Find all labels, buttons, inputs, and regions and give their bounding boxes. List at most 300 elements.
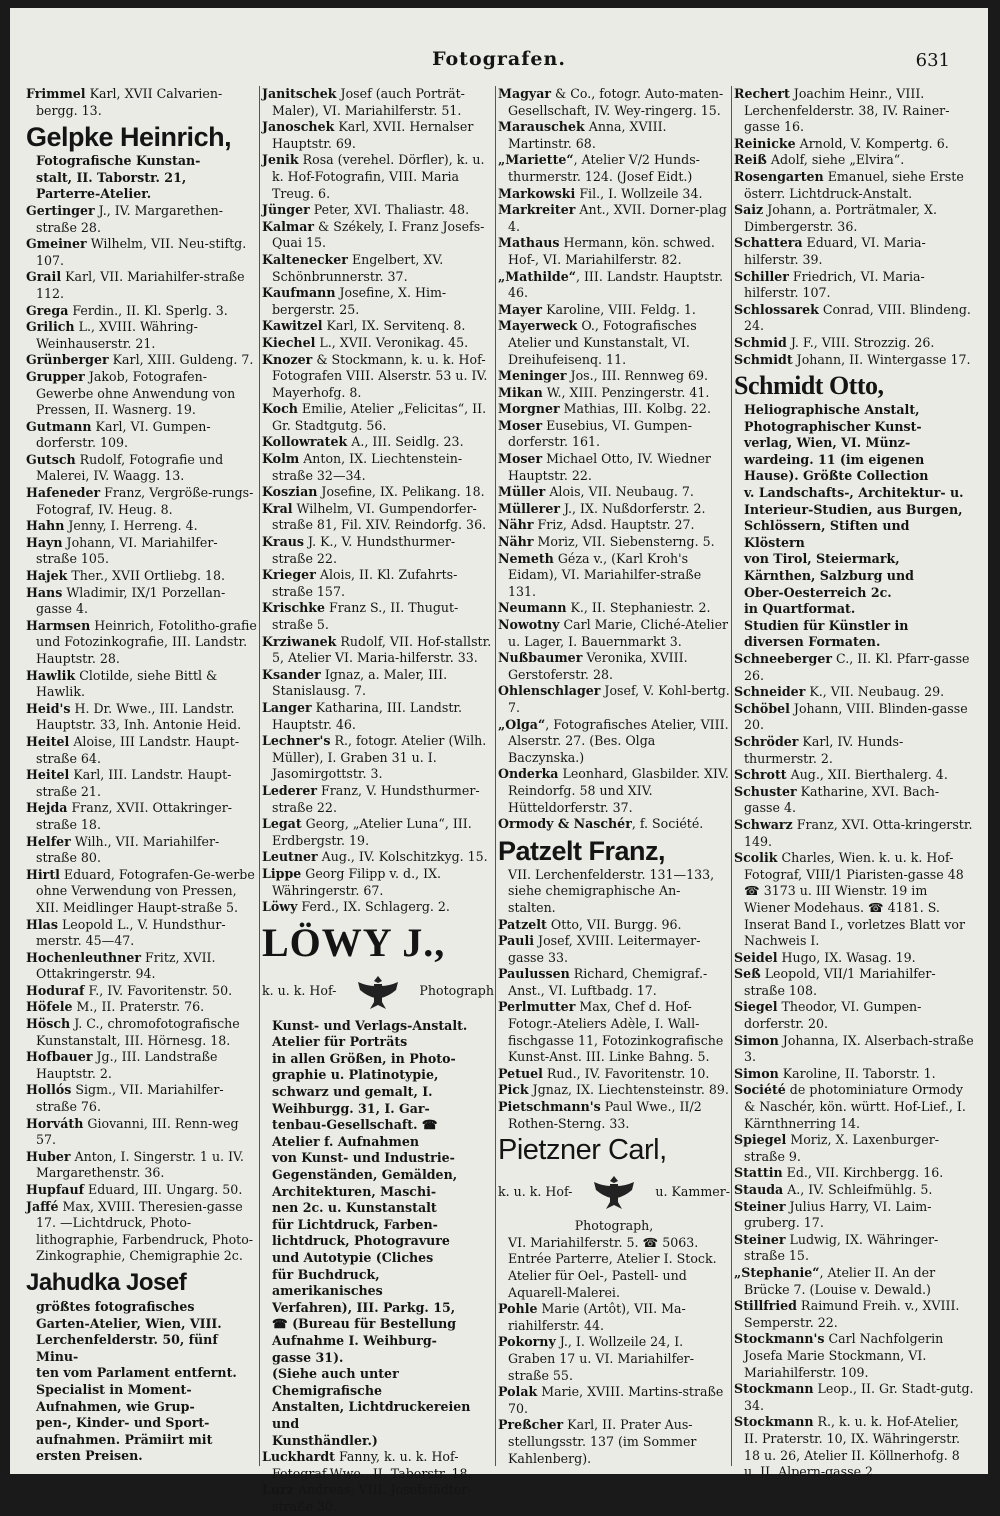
entry-details: Georg Filipp v. d., IX. Währingerstr. 67. xyxy=(272,865,442,898)
entry-details: Marie (Artôt), VII. Ma-riahilferstr. 44. xyxy=(508,1301,686,1333)
entry-details: R., k. u. k. Hof-Atelier, II. Praterstr. 10, IX. Währingerstr. 18 u. 26, Atelier II. Köllnerhofg. 8 u. II. Alpern-gasse 2. xyxy=(744,1414,960,1480)
entry-name: Luckhardt xyxy=(262,1449,335,1465)
directory-entry xyxy=(26,419,258,452)
directory-entry xyxy=(498,302,730,319)
entry-name: Magyar xyxy=(498,86,552,101)
page-title: Fotografen. xyxy=(432,48,566,70)
entry-details: Theodor, VI. Gumpen-dorferstr. 20. xyxy=(744,999,922,1032)
directory-entry xyxy=(262,285,494,318)
entry-details: Rosa (verehel. Dörfler), k. u. k. Hof-Fotografin, VIII. Maria Treug. 6. xyxy=(272,152,485,201)
directory-entry xyxy=(26,917,258,950)
advertisement-line: Kunsthändler.) xyxy=(272,1432,378,1448)
column-divider xyxy=(731,86,732,1466)
directory-entry xyxy=(734,136,974,153)
directory-entry xyxy=(26,1016,258,1049)
advertisement-line: Interieur-Studien, aus Burgen, xyxy=(744,501,963,517)
entry-details: Conrad, VIII. Blindeng. 24. xyxy=(744,301,971,334)
directory-entry xyxy=(734,152,974,169)
advertisement-text xyxy=(262,1018,494,1449)
entry-details: Franz, V. Hundsthurmer-straße 22. xyxy=(272,782,480,815)
entry-name: Moser xyxy=(498,451,543,467)
entry-name: Gmeiner xyxy=(26,236,87,252)
entry-details: Eusebius, VI. Gumpen-dorferstr. 161. xyxy=(508,417,693,450)
entry-details: Johann, VI. Mariahilfer-straße 105. xyxy=(36,534,218,567)
entry-details: Johann, a. Porträtmaler, X. Dimbergerstr. 36. xyxy=(744,202,937,234)
advertisement-line: Atelier f. Aufnahmen xyxy=(272,1133,420,1149)
entry-name: Hlas xyxy=(26,916,58,932)
entry-details: Karl, III. Landstr. Haupt-straße 21. xyxy=(36,767,232,799)
entry-details: Josef (auch Porträt-Maler), VI. Mariahilferstr. 51. xyxy=(272,86,465,118)
entry-name: Steiner xyxy=(734,1231,786,1247)
entry-details: L., XVII. Veronikag. 45. xyxy=(315,334,469,350)
directory-entry xyxy=(498,1384,730,1417)
entry-details: Karl, IX. Servitenq. 8. xyxy=(322,318,466,334)
column-2 xyxy=(262,86,494,1514)
directory-entry xyxy=(262,700,494,733)
entry-name: Janoschek xyxy=(262,119,335,135)
entry-name: Lurz xyxy=(262,1482,294,1498)
entry-name: Rechert xyxy=(734,86,790,101)
directory-entry xyxy=(498,318,730,368)
entry-list xyxy=(262,86,494,916)
directory-entry xyxy=(498,617,730,650)
directory-entry xyxy=(498,999,730,1065)
directory-entry xyxy=(734,1066,974,1083)
directory-entry xyxy=(498,933,730,966)
entry-details: Anton, IX. Liechtenstein-straße 32—34. xyxy=(272,451,463,483)
directory-entry xyxy=(262,899,494,916)
entry-name: Lechner's xyxy=(262,733,331,749)
emblem-caption: Photograph xyxy=(419,983,494,999)
entry-details: Emilie, Atelier „Felicitas“, II. Gr. Stadtgutg. 56. xyxy=(272,401,487,433)
entry-name: Müllerer xyxy=(498,500,560,516)
entry-name: Schlossarek xyxy=(734,301,819,317)
advertisement-line: Specialist in Moment- xyxy=(36,1381,192,1397)
directory-entry xyxy=(734,1182,974,1199)
entry-details: Josef, XVIII. Leitermayer-gasse 33. xyxy=(508,933,701,965)
entry-details: J., I. Wollzeile 24, I. Graben 17 u. VI. Mariahilfer-straße 55. xyxy=(508,1334,694,1383)
imperial-eagle-icon xyxy=(355,972,401,1012)
entry-details: Sigm., VII. Mariahilfer-straße 76. xyxy=(36,1082,224,1115)
entry-name: Markowski xyxy=(498,185,576,201)
entry-details: Eduard, III. Ungarg. 50. xyxy=(84,1182,243,1197)
entry-name: Hösch xyxy=(26,1016,71,1032)
directory-entry xyxy=(26,568,258,585)
directory-entry xyxy=(26,767,258,800)
entry-name: Kral xyxy=(262,500,293,516)
advertisement-line: Garten-Atelier, Wien, VIII. xyxy=(36,1315,222,1331)
entry-details: Charles, Wien. k. u. k. Hof-Fotograf, VIII/1 Piaristen-gasse 48 ☎ 3173 u. III Wienstr. 19 im Wiener Modehaus. ☎ 4181. S. Inserat Band I., vorletzes Blatt vor Nachweis I. xyxy=(744,850,965,949)
directory-entry xyxy=(498,600,730,617)
entry-name: Polak xyxy=(498,1384,538,1400)
entry-details: Max, XVIII. Theresien-gasse 17. —Lichtdruck, Photo-lithographie, Farbendruck, Photo-Zinkographie, Chemigraphie 2c. xyxy=(36,1198,254,1264)
entry-details: J. K., V. Hundsthurmer-straße 22. xyxy=(272,534,456,566)
entry-name: Harmsen xyxy=(26,617,91,633)
entry-details: Friedrich, VI. Maria-hilferstr. 107. xyxy=(744,268,925,301)
entry-name: Koch xyxy=(262,401,298,417)
entry-details: Raimund Freih. v., XVIII. Semperstr. 22. xyxy=(744,1298,960,1330)
directory-entry xyxy=(498,766,730,816)
directory-entry xyxy=(26,1049,258,1082)
entry-details: Julius Harry, VI. Laim-gruberg. 17. xyxy=(744,1198,932,1231)
entry-details: Franz, Vergröße-rungs-Fotograf, IV. Heug. 8. xyxy=(36,485,254,517)
entry-name: Hawlik xyxy=(26,667,76,683)
entry-name: Pokorny xyxy=(498,1334,556,1350)
entry-name: Stillfried xyxy=(734,1298,797,1314)
entry-name: Hollós xyxy=(26,1082,72,1098)
entry-details: J. F., VIII. Strozzig. 26. xyxy=(786,334,935,350)
entry-name: Krziwanek xyxy=(262,633,337,649)
entry-details: Ed., VII. Kirchbergg. 16. xyxy=(782,1165,944,1181)
directory-entry xyxy=(26,369,258,419)
entry-details: Wilh., VII. Mariahilfer-straße 80. xyxy=(36,833,220,866)
advertisement-line: ten vom Parlament entfernt. xyxy=(36,1365,237,1381)
entry-name: Kalmar xyxy=(262,218,315,234)
directory-entry xyxy=(734,269,974,302)
advertisement-line: Weihburgg. 31, I. Gar- xyxy=(272,1100,430,1116)
entry-name: Schmid xyxy=(734,334,787,350)
directory-entry xyxy=(26,203,258,236)
entry-name: Spiegel xyxy=(734,1132,787,1148)
advertisement-name: LÖWY J., xyxy=(262,919,446,965)
entry-details: Friz, Adsd. Hauptstr. 27. xyxy=(533,517,695,533)
entry-details: Karoline, II. Taborstr. 1. xyxy=(778,1065,936,1081)
entry-name: Hafeneder xyxy=(26,485,101,501)
emblem-caption: Photograph, xyxy=(574,1218,654,1234)
entry-name: Ohlenschlager xyxy=(498,683,601,699)
directory-entry xyxy=(734,817,974,850)
entry-details: Josefine, IX. Pelikang. 18. xyxy=(317,484,485,500)
directory-entry xyxy=(262,600,494,633)
entry-details: Richard, Chemigraf.-Anst., VI. Luftbadg. 17. xyxy=(508,966,708,998)
directory-entry xyxy=(498,683,730,716)
advertisement-line: nen 2c. u. Kunstanstalt xyxy=(272,1200,437,1216)
entry-details: Katharine, XVI. Bach-gasse 4. xyxy=(744,783,940,816)
advertisement-line: VII. Lerchenfelderstr. 131—133, xyxy=(508,866,715,882)
advertisement-line: wardeing. 11 (im eigenen xyxy=(744,451,925,467)
entry-details: Mathias, III. Kolbg. 22. xyxy=(559,401,711,417)
entry-name: Preßcher xyxy=(498,1417,564,1433)
entry-name: Kaltenecker xyxy=(262,251,348,267)
entry-name: Marauschek xyxy=(498,119,585,135)
directory-entry xyxy=(498,1082,730,1099)
advertisement-line: größtes fotografisches xyxy=(36,1298,195,1314)
directory-entry xyxy=(498,86,730,119)
entry-details: J. C., chromofotografische Kunstanstalt, III. Hörnesg. 18. xyxy=(36,1016,240,1048)
advertisement-text xyxy=(26,1299,258,1465)
directory-entry xyxy=(26,352,258,369)
entry-list xyxy=(734,651,974,1481)
entry-details: Michael Otto, IV. Wiedner Hauptstr. 22. xyxy=(508,451,711,483)
entry-details: Leopold, VII/1 Mariahilfer-straße 108. xyxy=(744,966,936,998)
entry-name: Schwarz xyxy=(734,816,793,832)
column-4 xyxy=(734,86,974,1480)
entry-details: Carl Nachfolgerin Josefa Marie Stockmann, VI. Mariahilferstr. 109. xyxy=(744,1331,944,1380)
entry-name: Ormody & Naschér xyxy=(498,816,632,832)
entry-name: Krischke xyxy=(262,600,326,616)
entry-details: Fil., I. Wollzeile 34. xyxy=(575,185,703,201)
directory-entry xyxy=(734,701,974,734)
entry-name: Schiller xyxy=(734,268,789,284)
advertisement-line: diversen Formaten. xyxy=(744,634,881,650)
entry-name: Kolm xyxy=(262,451,300,467)
directory-entry xyxy=(262,783,494,816)
entry-details: Fanny, k. u. k. Hof-Fotograf-Wwe., II. Taborstr. 18. xyxy=(272,1449,472,1481)
entry-name: Reinicke xyxy=(734,135,796,151)
directory-entry xyxy=(262,86,494,119)
column-3 xyxy=(498,86,730,1466)
entry-details: A., III. Seidlg. 23. xyxy=(347,434,464,450)
entry-details: Rudolf, VII. Hof-stallstr. 5, Atelier VI. Maria-hilferstr. 33. xyxy=(272,633,492,666)
entry-details: Andreas, VIII. Josefstädter-straße 30. xyxy=(272,1482,472,1514)
directory-entry xyxy=(26,701,258,734)
entry-details: Josef, V. Kohl-bertg. 7. xyxy=(508,683,730,715)
entry-name: Janitschek xyxy=(262,86,337,101)
entry-details: & Székely, I. Franz Josefs-Quai 15. xyxy=(272,218,485,251)
entry-details: Hermann, kön. schwed. Hof-, VI. Mariahilferstr. 82. xyxy=(508,235,715,267)
entry-details: C., II. Kl. Pfarr-gasse 26. xyxy=(744,651,970,683)
entry-details: Leonhard, Glasbilder. XIV. Reindorfg. 58 und XIV. Hütteldorferstr. 37. xyxy=(508,766,729,815)
entry-details: Peter, XVI. Thaliastr. 48. xyxy=(309,202,470,218)
directory-entry xyxy=(498,202,730,235)
entry-details: Georg, „Atelier Luna“, III. Erdbergstr. 19. xyxy=(272,816,472,848)
entry-name: Kraus xyxy=(262,534,304,550)
entry-details: M., II. Praterstr. 76. xyxy=(72,999,205,1015)
entry-name: Koszian xyxy=(262,484,318,500)
entry-name: Pohle xyxy=(498,1301,538,1317)
entry-name: Stattin xyxy=(734,1165,783,1181)
entry-name: Seidel xyxy=(734,949,778,965)
advertisement-line: Entrée Parterre, Atelier I. Stock. xyxy=(508,1251,717,1267)
directory-entry xyxy=(498,152,730,185)
entry-details: W., XIII. Penzingerstr. 41. xyxy=(542,384,710,400)
entry-name: Kawitzel xyxy=(262,318,323,334)
entry-name: Hofbauer xyxy=(26,1049,93,1065)
entry-name: Moser xyxy=(498,417,543,433)
entry-details: Aug., IV. Kolschitzkyg. 15. xyxy=(317,849,488,865)
entry-details: & Stockmann, k. u. k. Hof-Fotografen VIII. Alserstr. 53 u. IV. Mayerhofg. 8. xyxy=(272,351,488,400)
entry-name: Grupper xyxy=(26,368,85,384)
entry-name: Jenik xyxy=(262,152,299,168)
advertisement-line: lichtdruck, Photogravure xyxy=(272,1233,450,1249)
entry-details: Clotilde, siehe Bittl & Hawlik. xyxy=(36,667,218,700)
entry-details: Alois, II. Kl. Zufahrts-straße 157. xyxy=(272,567,458,599)
advertisement-line: Aufnahmen, wie Grup- xyxy=(36,1398,195,1414)
advertisement-line: Heliographische Anstalt, xyxy=(744,402,920,418)
entry-details: K., VII. Neubaug. 29. xyxy=(805,684,945,700)
entry-name: „Stephanie“ xyxy=(734,1264,820,1280)
directory-entry xyxy=(262,667,494,700)
entry-list xyxy=(734,86,974,368)
entry-details: Anton, I. Singerstr. 1 u. IV. Margarethenstr. 36. xyxy=(36,1148,244,1181)
entry-name: Hupfauf xyxy=(26,1182,85,1197)
directory-entry xyxy=(262,567,494,600)
advertisement-line: in allen Größen, in Photo- xyxy=(272,1050,456,1066)
entry-details: Moriz, VII. Siebensterng. 5. xyxy=(533,534,715,550)
directory-entry xyxy=(498,534,730,551)
directory-entry xyxy=(498,418,730,451)
entry-details: Ignaz, a. Maler, III. Stanislausg. 7. xyxy=(272,666,448,699)
directory-entry xyxy=(262,335,494,352)
advertisement-line: Anstalten, Lichtdruckereien und xyxy=(272,1399,471,1431)
entry-details: Eduard, Fotografen-Ge-werbe ohne Verwendung von Pressen, XII. Meidlinger Haupt-straße 5. xyxy=(36,866,255,915)
directory-entry xyxy=(26,867,258,917)
entry-name: Krieger xyxy=(262,567,316,583)
directory-entry xyxy=(262,484,494,501)
directory-entry xyxy=(262,252,494,285)
entry-details: Ferd., IX. Schlagerg. 2. xyxy=(297,899,450,915)
directory-entry xyxy=(26,518,258,535)
entry-name: Löwy xyxy=(262,899,298,915)
directory-entry xyxy=(262,501,494,534)
directory-entry xyxy=(498,1066,730,1083)
entry-details: Otto, VII. Burgg. 96. xyxy=(546,916,682,932)
entry-details: Aug., XII. Bierthalerg. 4. xyxy=(786,767,948,783)
advertisement-line: stalten. xyxy=(508,899,556,915)
entry-name: Jaffé xyxy=(26,1198,59,1214)
entry-details: Paul Wwe., II/2 Rothen-Sterng. 33. xyxy=(508,1099,702,1131)
column-divider xyxy=(495,86,496,1466)
advertisement-line: Kunst- und Verlags-Anstalt. xyxy=(272,1017,468,1033)
entry-name: Hejda xyxy=(26,800,68,816)
directory-entry xyxy=(734,302,974,335)
entry-name: Scolik xyxy=(734,850,778,866)
hof-emblem-row xyxy=(498,1172,730,1212)
entry-name: Mathaus xyxy=(498,235,560,251)
directory-entry: Frimmel Karl, XVII Calvarien-bergg. 13. xyxy=(26,86,223,118)
directory-entry xyxy=(734,1199,974,1232)
entry-details: J., IV. Margarethen-straße 28. xyxy=(36,202,224,235)
entry-name: Kiechel xyxy=(262,334,316,350)
entry-name: Schröder xyxy=(734,733,799,749)
entry-name: Patzelt xyxy=(498,916,547,932)
directory-entry xyxy=(734,1331,974,1381)
entry-details: J., IX. Nußdorferstr. 2. xyxy=(559,500,706,516)
advertisement-line: Aufnahme I. Weihburg- xyxy=(272,1332,437,1348)
directory-entry xyxy=(26,1116,258,1149)
directory-entry xyxy=(262,733,494,783)
directory-entry xyxy=(26,800,258,833)
entry-name: Gutmann xyxy=(26,418,92,434)
directory-entry xyxy=(498,401,730,418)
directory-entry xyxy=(26,983,258,1000)
advertisement-line: und Autotypie (Cliches xyxy=(272,1250,434,1265)
entry-name: Schneeberger xyxy=(734,651,833,666)
directory-entry xyxy=(734,1232,974,1265)
directory-entry xyxy=(498,551,730,601)
entry-details: Karoline, VIII. Feldg. 1. xyxy=(542,301,696,317)
entry-name: „Mathilde“ xyxy=(498,268,576,284)
entry-details: Géza v., (Karl Kroh's Eidam), VI. Mariahilfer-straße 131. xyxy=(508,550,702,599)
entry-name: Stockmann's xyxy=(734,1331,825,1347)
directory-entry xyxy=(26,834,258,867)
entry-name: Grega xyxy=(26,302,69,318)
directory-entry xyxy=(498,119,730,152)
entry-details: Ther., XVII Ortliebg. 18. xyxy=(67,568,226,584)
advertisement-name: Schmidt Otto, xyxy=(734,371,884,401)
entry-details: Jgnaz, IX. Liechtensteinstr. 89. xyxy=(528,1082,729,1098)
directory-entry xyxy=(498,1301,730,1334)
entry-details: Karl, XVII. Hernalser Hauptstr. 69. xyxy=(272,119,474,151)
entry-name: Hirtl xyxy=(26,866,60,882)
entry-name: Kaufmann xyxy=(262,285,336,301)
entry-name: Hochenleuthner xyxy=(26,949,142,965)
imperial-eagle-icon xyxy=(591,1172,637,1212)
entry-name: Neumann xyxy=(498,600,567,616)
directory-entry xyxy=(498,1099,730,1132)
advertisement-line: Gegenständen, Gemälden, xyxy=(272,1167,458,1183)
entry-name: Heitel xyxy=(26,767,70,783)
advertisement-line: siehe chemigraphische An- xyxy=(508,883,681,899)
entry-name: Stockmann xyxy=(734,1414,814,1430)
entry-name: Gutsch xyxy=(26,451,76,467)
advertisement-line: für Lichtdruck, Farben- xyxy=(272,1216,438,1232)
directory-entry xyxy=(734,1381,974,1414)
advertisement-text xyxy=(734,402,974,651)
entry-details: Marie, XVIII. Martins-straße 70. xyxy=(508,1384,724,1416)
entry-name: Helfer xyxy=(26,833,71,849)
entry-details: Moriz, X. Laxenburger-straße 9. xyxy=(744,1132,939,1164)
column-divider xyxy=(259,86,260,1466)
entry-details: Wladimir, IX/1 Porzellan-gasse 4. xyxy=(36,584,226,617)
advertisement-text xyxy=(498,1235,730,1301)
advertisement-line: Verfahren), III. Parkg. 15, xyxy=(272,1299,456,1315)
entry-name: Schattera xyxy=(734,235,803,251)
advertisement-line: tenbau-Gesellschaft. ☎ xyxy=(272,1117,438,1133)
entry-details: Franz S., II. Thugut-straße 5. xyxy=(272,600,459,632)
entry-name: Hahn xyxy=(26,518,65,534)
entry-name: Nemeth xyxy=(498,550,554,566)
directory-entry xyxy=(262,1482,494,1515)
directory-entry xyxy=(498,368,730,385)
entry-name: Hans xyxy=(26,584,63,600)
directory-entry xyxy=(734,235,974,268)
directory-entry xyxy=(734,734,974,767)
directory-entry xyxy=(734,684,974,701)
entry-details: Ludwig, IX. Währinger-straße 15. xyxy=(744,1231,939,1264)
entry-name: Onderka xyxy=(498,766,559,782)
entry-details: Karl, XIII. Guldeng. 7. xyxy=(108,352,254,368)
directory-entry xyxy=(26,999,258,1016)
advertisement-line: aufnahmen. Prämiirt mit xyxy=(36,1431,213,1447)
directory-entry xyxy=(26,950,258,983)
entry-name: Nowotny xyxy=(498,617,560,632)
entry-name: „Mariette“ xyxy=(498,152,574,168)
directory-entry xyxy=(262,434,494,451)
entry-name: Heid's xyxy=(26,700,71,716)
advertisement-line: in Quartformat. xyxy=(744,601,856,617)
directory-entry xyxy=(26,668,258,701)
advertisement-line: ersten Preisen. xyxy=(36,1448,143,1464)
advertisement-line: von Kunst- und Industrie- xyxy=(272,1150,455,1166)
entry-details: Karl, II. Prater Aus-stellungsstr. 137 (im Sommer Kahlenberg). xyxy=(508,1417,697,1466)
directory-entry xyxy=(262,401,494,434)
entry-details: Aloise, III Landstr. Haupt-straße 64. xyxy=(36,733,240,766)
entry-details: Hugo, IX. Wasag. 19. xyxy=(777,949,916,965)
entry-details: , III. Landstr. Hauptstr. 46. xyxy=(508,268,723,301)
directory-entry xyxy=(734,1033,974,1066)
directory-entry xyxy=(498,501,730,518)
entry-details: Franz, XVII. Ottakringer-straße 18. xyxy=(36,800,233,832)
entry-name: Schneider xyxy=(734,684,806,700)
page-header xyxy=(10,48,988,78)
advertisement-line: Atelier für Porträts xyxy=(272,1034,408,1050)
advertisement-line: Aquarell-Malerei. xyxy=(508,1284,620,1300)
directory-entry xyxy=(734,999,974,1032)
entry-name: Hayn xyxy=(26,534,63,550)
entry-name: Nähr xyxy=(498,517,534,533)
emblem-caption: k. u. k. Hof- xyxy=(498,1183,573,1199)
